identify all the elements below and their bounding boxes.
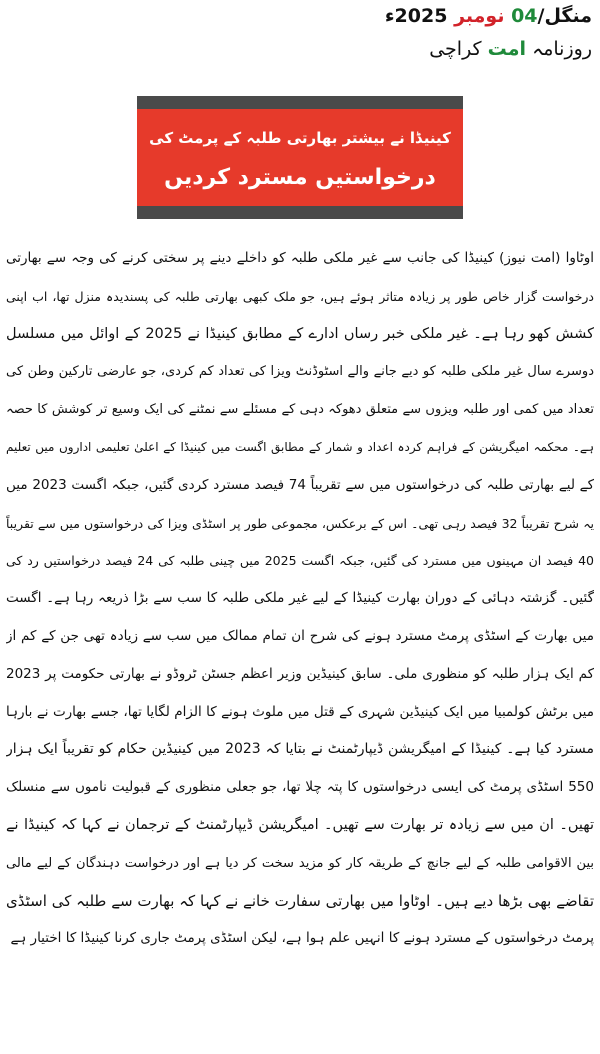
headline-line-1: کینیڈا نے بیشتر بھارتی طلبہ کے پرمٹ کی: [149, 128, 451, 147]
article-line: ہے۔ محکمہ امیگریشن کے فراہم کردہ اعداد و شمار کے مطابق اگست میں کینیڈا کے اعلیٰ تعلیمی اداروں میں تعلیم: [6, 439, 594, 454]
article-line: تقاضے بھی بڑھا دیے ہیں۔ اوٹاوا میں بھارتی سفارت خانے نے کہا کہ بھارت سے طلبہ کی اسٹڈی: [6, 891, 594, 910]
article-line: گئیں۔ گزشتہ دہائی کے دوران بھارت کینیڈا کے لیے غیر ملکی طلبہ کا سب سے بڑا ذریعہ رہا ہے۔ اگست: [6, 590, 594, 607]
article-body: [6, 240, 594, 958]
article-line: 40 فیصد ان مہینوں میں مسترد کی گئیں، جبکہ اگست 2025 میں چینی طلبہ کی 24 فیصد درخواستیں رد کی: [6, 553, 594, 569]
article-line: تھیں۔ ان میں سے زیادہ تر بھارت سے تھیں۔ امیگریشن ڈیپارٹمنٹ کے ترجمان نے کہا کہ کینیڈا نے: [6, 816, 594, 833]
article-line: مسترد کیا ہے۔ کینیڈا کے امیگریشن ڈیپارٹمنٹ نے بتایا کہ 2023 میں کینیڈین حکام کو تقریباً ایک ہزار: [6, 741, 594, 758]
dateline: [292, 2, 592, 30]
dateline-year: 2025ء: [384, 5, 448, 27]
headline-box: [137, 96, 463, 219]
article-line: بین الاقوامی طلبہ کے لیے جانچ کے طریقہ کار کو مزید سخت کر دیا ہے اور درخواست دہندگان کے لیے مالی: [6, 855, 594, 871]
article-line: دوسرے سال غیر ملکی طلبہ کو دیے جانے والے اسٹوڈنٹ ویزا کی تعداد کم کردی، جو عارضی تارکین وطن کی: [6, 364, 594, 380]
article-line: میں برٹش کولمبیا میں ایک کینیڈین شہری کے قتل میں ملوث ہونے کا الزام لگایا تھا، جسے بھارت نے بارہا: [6, 703, 594, 720]
article-line: کم ایک ہزار طلبہ کو منظوری ملی۔ سابق کینیڈین وزیر اعظم جسٹن ٹروڈو نے بھارتی حکومت پر 2023: [6, 665, 594, 682]
article-line: کے لیے بھارتی طلبہ کی درخواستوں میں سے تقریباً 74 فیصد مسترد کردی گئیں، جبکہ اگست 2023 میں: [6, 476, 594, 493]
article-line: 550 اسٹڈی پرمٹ کی ایسی درخواستوں کا پتہ چلا تھا، جو جعلی منظوری کے قبولیت ناموں سے منسلک: [6, 779, 594, 796]
newspaper-brand: امت: [487, 38, 527, 60]
article-line: اوٹاوا (امت نیوز) کینیڈا کی جانب سے غیر ملکی طلبہ کو داخلے دینے پر سختی کرنے کی وجہ سے بھارتی: [6, 250, 594, 266]
headline-line-2: درخواستیں مسترد کردیں: [164, 164, 436, 190]
article-line: پرمٹ درخواستوں کے مسترد ہونے کا انہیں علم ہوا ہے، لیکن اسٹڈی پرمٹ جاری کرنا کینیڈا کا اختیار ہے: [10, 930, 594, 947]
newspaper-prefix: روزنامہ: [532, 38, 592, 60]
article-line: درخواست گزار خاص طور پر زیادہ متاثر ہوئے ہیں، جو ملک کبھی بھارتی طلبہ کی پسندیدہ منزل تھا، اب اپنی: [6, 288, 594, 304]
newspaper-city: کراچی: [429, 38, 482, 60]
dateline-month: نومبر: [454, 5, 505, 27]
article-line: کشش کھو رہا ہے۔ غیر ملکی خبر رساں ادارے کے مطابق کینیڈا نے 2025 کے اوائل میں مسلسل: [6, 325, 594, 342]
dateline-date-number: 04: [511, 5, 538, 27]
dateline-day: منگل/: [537, 5, 592, 27]
article-line: تعداد میں کمی اور طلبہ ویزوں سے متعلق دھوکہ دہی کے مسئلے سے نمٹنے کی ایک وسیع تر کوشش کا حصہ: [6, 402, 594, 418]
newspaper-name: [292, 36, 592, 62]
article-line: یہ شرح تقریباً 32 فیصد رہی تھی۔ اس کے برعکس، مجموعی طور پر اسٹڈی ویزا کی درخواستوں میں سے تقریباً: [6, 515, 594, 531]
article-line: میں بھارت کے اسٹڈی پرمٹ مسترد ہونے کی شرح ان تمام ممالک میں سب سے زیادہ تھی جن کے کم از: [6, 627, 594, 644]
